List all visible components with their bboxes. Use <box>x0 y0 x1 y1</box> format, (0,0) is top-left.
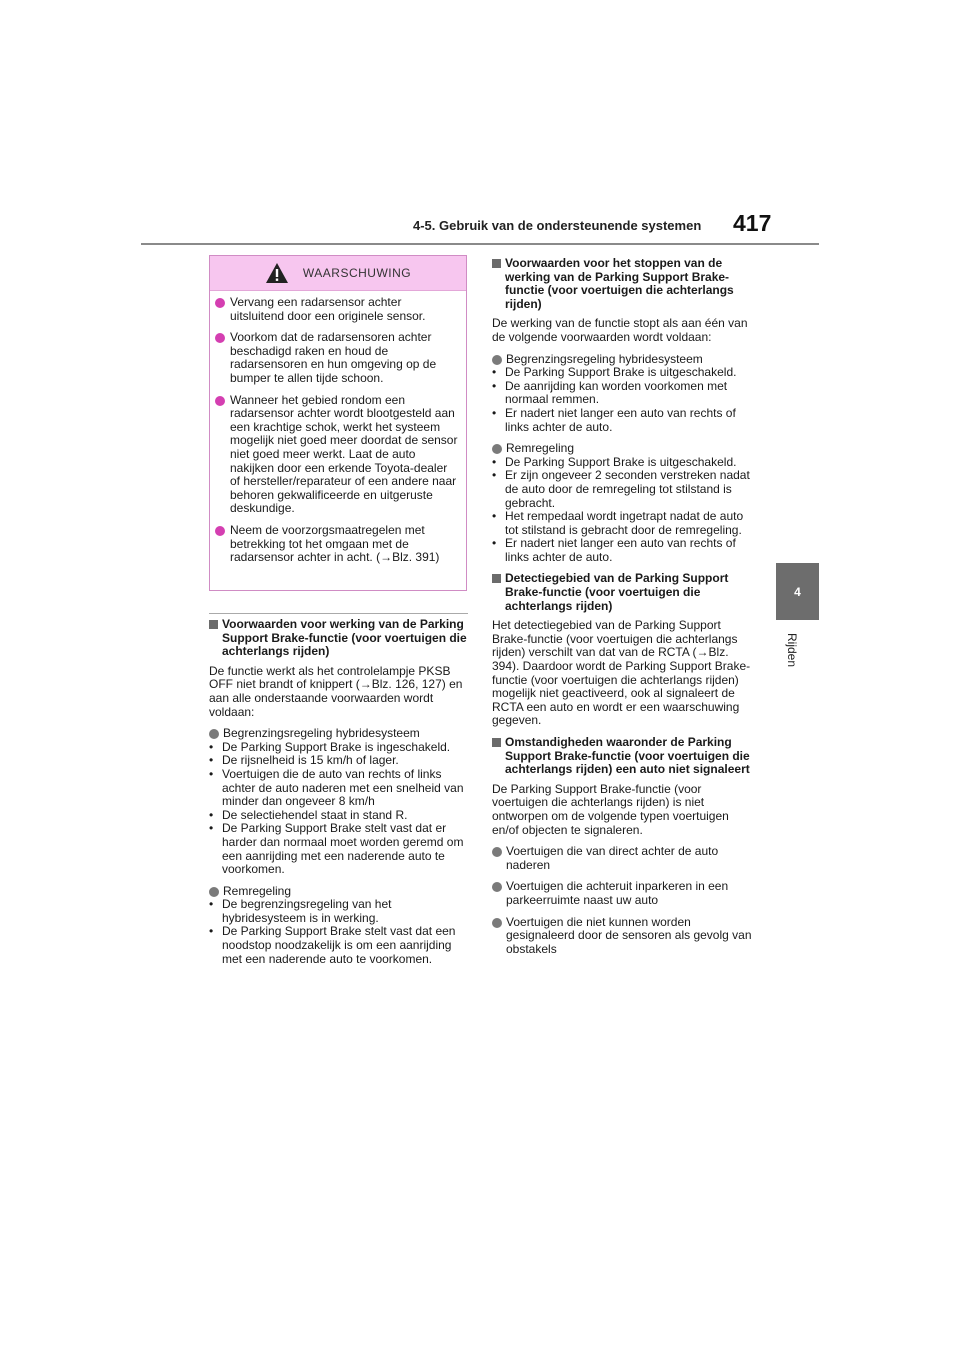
section-heading <box>492 572 752 613</box>
section-heading <box>492 257 752 311</box>
group-title: Remregeling <box>506 441 575 456</box>
bullet-dot-icon <box>492 882 502 892</box>
chapter-number: 4 <box>794 584 801 599</box>
list-item-text: Er nadert niet langer een auto van rechts of links achter de auto. <box>505 536 736 564</box>
list-item-text: Het rempedaal wordt ingetrapt nadat de auto tot stilstand is gebracht door de remregeling. <box>505 509 744 537</box>
list-item-text: Voertuigen die niet kunnen worden gesignaleerd door de sensoren als gevolg van obstakels <box>506 914 752 956</box>
bullet-dot-icon <box>215 526 225 536</box>
section-title: 4-5. Gebruik van de ondersteunende systemen <box>413 218 702 233</box>
list-item <box>492 880 752 907</box>
warning-item <box>215 394 458 516</box>
warning-item-text: Wanneer het gebied rondom een radarsensor achter wordt blootgesteld aan een krachtige schok, werkt het systeem mogelijk niet goed meer doordat de sensor niet goed meer werkt. Laat de auto nakijken door een erkende Toyota-dealer of hersteller/reparateur of een andere naar behoren gekwalificeerde en uitgeruste deskundige. <box>230 392 458 516</box>
square-bullet-icon <box>492 738 501 747</box>
sub-list <box>209 898 468 966</box>
section-heading <box>492 736 752 777</box>
list-item-text: Er zijn ongeveer 2 seconden verstreken nadat de auto door de remregeling tot stilstand is gebracht. <box>505 468 750 510</box>
list-item: • Er nadert niet langer een auto van rechts of links achter de auto. <box>492 537 752 564</box>
bullet-dot-icon <box>215 298 225 308</box>
warning-item <box>215 524 458 565</box>
list-group <box>492 442 752 456</box>
warning-item-text: Neem de voorzorgsmaatregelen met betrekking tot het omgaan met de radarsensor achter in acht. (→Blz. 391) <box>230 522 440 565</box>
list-item-text: De begrenzingsregeling van het hybridesysteem is in werking. <box>222 897 392 925</box>
heading-text: Omstandigheden waaronder de Parking Support Brake-functie (voor voertuigen die achterlangs rijden) een auto niet signaleert <box>505 735 750 777</box>
header-divider <box>141 243 819 245</box>
paragraph: De Parking Support Brake-functie (voor voertuigen die achterlangs rijden) is niet ontworpen om de volgende typen voertuigen en/of objecten te signaleren. <box>492 781 729 837</box>
list-item: • De rijsnelheid is 15 km/h of lager. <box>209 753 399 768</box>
list-item-text: Voertuigen die de auto van rechts of links achter de auto naderen met een snelheid van minder dan ongeveer 8 km/h <box>222 766 464 809</box>
list-item-text: Voertuigen die achteruit inparkeren in een parkeerruimte naast uw auto <box>506 879 729 907</box>
group-title: Begrenzingsregeling hybridesysteem <box>506 351 703 366</box>
paragraph: Het detectiegebied van de Parking Support Brake-functie (voor voertuigen die achterlangs rijden) verschilt van dat van de RCTA (→Blz. 394). Daardoor wordt de Parking Support Brake-functie (voor voertuigen die achterlangs rijden) mogelijk niet geactiveerd, ook al signaleert de RCTA een auto en wordt er een waarschuwing gegeven. <box>492 618 751 728</box>
sub-list <box>492 366 752 434</box>
warning-title: WAARSCHUWING <box>302 266 412 280</box>
bullet-dot-icon <box>209 729 219 739</box>
list-group <box>209 885 468 899</box>
list-item-text: Er nadert niet langer een auto van rechts of links achter de auto. <box>505 405 736 434</box>
paragraph: De functie werkt als het controlelampje PKSB OFF niet brandt of knippert (→Blz. 126, 127) en aan alle onderstaande voorwaarden wordt voldaan: <box>209 663 463 719</box>
list-item: • De Parking Support Brake stelt vast dat er harder dan normaal moet worden geremd om een aanrijding met een naderende auto te voorkomen. <box>209 822 468 876</box>
chapter-label: Rijden <box>785 633 799 668</box>
warning-item <box>215 296 458 323</box>
list-item: • Er nadert niet langer een auto van rechts of links achter de auto. <box>492 407 752 434</box>
list-group <box>492 353 752 367</box>
warning-triangle-icon <box>265 262 289 284</box>
sub-list <box>492 456 752 565</box>
list-item-text: De selectiehendel staat in stand R. <box>222 807 408 822</box>
list-item: • De aanrijding kan worden voorkomen met normaal remmen. <box>492 380 752 407</box>
square-bullet-icon <box>492 574 501 583</box>
list-item-text: De rijsnelheid is 15 km/h of lager. <box>222 753 399 768</box>
list-item <box>492 916 752 957</box>
heading-text: Voorwaarden voor werking van de Parking Support Brake-functie (voor voertuigen die achterlangs rijden) <box>222 617 467 659</box>
bullet-dot-icon <box>215 396 225 406</box>
paragraph: De werking van de functie stopt als aan één van de volgende voorwaarden wordt voldaan: <box>492 316 748 344</box>
list-item: • De Parking Support Brake is ingeschakeld. <box>209 739 451 754</box>
section-heading <box>209 618 468 659</box>
right-column <box>492 257 752 964</box>
bullet-dot-icon <box>492 444 502 454</box>
list-item: • De Parking Support Brake is uitgeschakeld. <box>492 365 737 380</box>
heading-text: Detectiegebied van de Parking Support Brake-functie (voor voertuigen die achterlangs rijden) <box>505 571 729 613</box>
bullet-dot-icon <box>215 333 225 343</box>
list-group <box>209 727 468 741</box>
bullet-dot-icon <box>209 887 219 897</box>
square-bullet-icon <box>209 620 218 629</box>
list-item: • Het rempedaal wordt ingetrapt nadat de auto tot stilstand is gebracht door de remregeling. <box>492 510 752 537</box>
chapter-tab <box>776 563 819 620</box>
warning-item-text: Vervang een radarsensor achter uitsluitend door een originele sensor. <box>230 295 426 323</box>
square-bullet-icon <box>492 259 501 268</box>
warning-header <box>210 256 466 291</box>
warning-item <box>215 331 458 385</box>
bullet-dot-icon <box>492 918 502 928</box>
list-item: • De begrenzingsregeling van het hybridesysteem is in werking. <box>209 898 468 925</box>
section-divider <box>209 613 468 614</box>
group-title: Begrenzingsregeling hybridesysteem <box>223 726 420 741</box>
page-number: 417 <box>733 210 772 236</box>
list-item-text: De Parking Support Brake stelt vast dat er harder dan normaal moet worden geremd om een aanrijding met een naderende auto te voorkomen. <box>222 821 464 877</box>
list-item: • De Parking Support Brake stelt vast dat een noodstop noodzakelijk is om een aanrijding met een naderende auto te voorkomen. <box>209 925 468 966</box>
bullet-dot-icon <box>492 355 502 365</box>
warning-body <box>210 291 466 565</box>
list-item-text: De aanrijding kan worden voorkomen met normaal remmen. <box>505 378 728 407</box>
list-item <box>492 845 752 872</box>
list-item-text: De Parking Support Brake is uitgeschakeld. <box>505 454 737 469</box>
list-item-text: De Parking Support Brake is uitgeschakeld. <box>505 365 737 380</box>
bullet-dot-icon <box>492 847 502 857</box>
warning-item-text: Voorkom dat de radarsensoren achter beschadigd raken en houd de radarsensoren en hun omgeving op de bumper te allen tijde schoon. <box>230 330 437 385</box>
list-item: • Er zijn ongeveer 2 seconden verstreken nadat de auto door de remregeling tot stilstand is gebracht. <box>492 469 752 510</box>
list-item-text: De Parking Support Brake stelt vast dat een noodstop noodzakelijk is om een aanrijding met een naderende auto te voorkomen. <box>222 924 456 966</box>
list-item-text: Voertuigen die van direct achter de auto naderen <box>506 844 719 872</box>
warning-box <box>209 255 467 591</box>
list-item: • De Parking Support Brake is uitgeschakeld. <box>492 454 737 469</box>
list-item: • De selectiehendel staat in stand R. <box>209 807 408 822</box>
list-item-text: De Parking Support Brake is ingeschakeld. <box>222 739 451 754</box>
heading-text: Voorwaarden voor het stoppen van de werking van de Parking Support Brake-functie (voor voertuigen die achterlangs rijden) <box>505 256 734 311</box>
left-column <box>209 618 468 974</box>
list-item: • Voertuigen die de auto van rechts of links achter de auto naderen met een snelheid van minder dan ongeveer 8 km/h <box>209 768 468 809</box>
group-title: Remregeling <box>223 883 292 898</box>
sub-list <box>209 741 468 877</box>
